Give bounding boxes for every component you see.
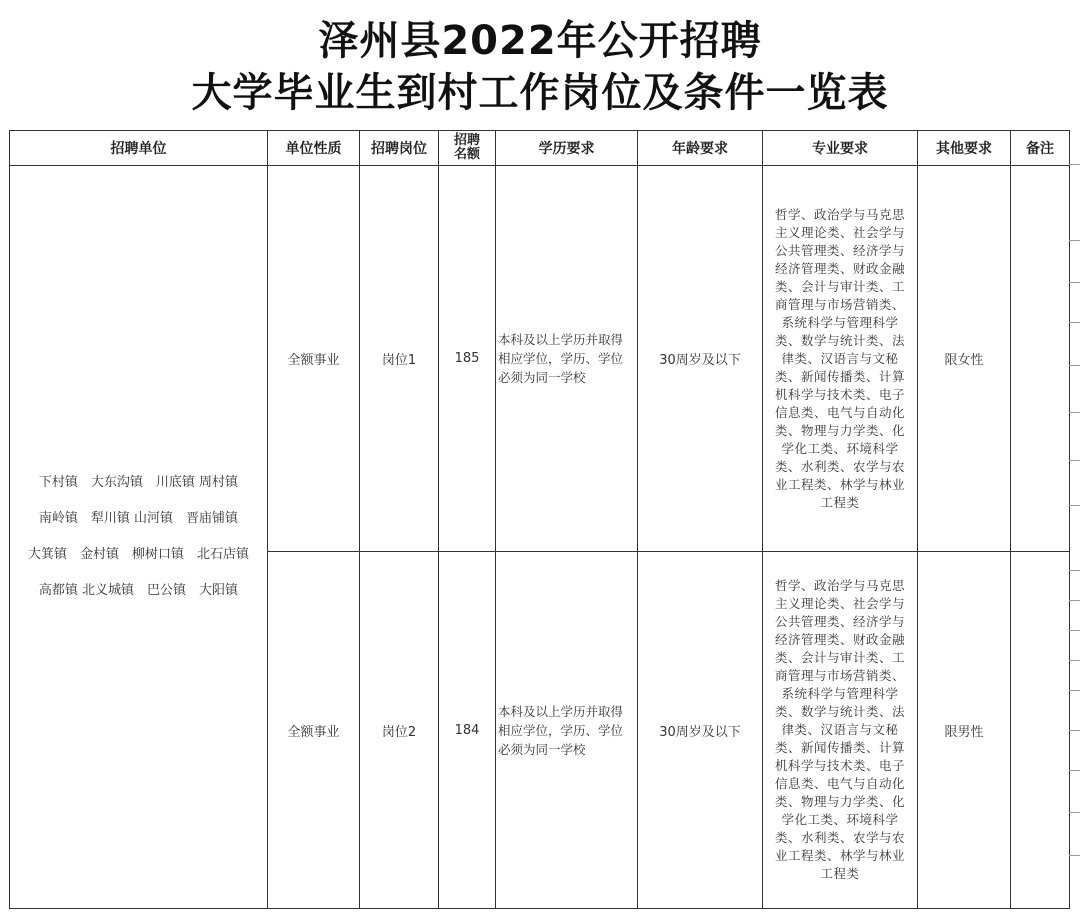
unit-cell bbox=[10, 166, 268, 909]
header-age: 年龄要求 bbox=[638, 131, 763, 166]
stub-line bbox=[1069, 770, 1080, 771]
stub-line bbox=[1069, 322, 1080, 323]
stub-line bbox=[1069, 240, 1080, 241]
other-cell: 限女性 bbox=[918, 166, 1011, 552]
unit-line: 南岭镇 犁川镇 山河镇 晋庙铺镇 bbox=[38, 511, 239, 526]
header-unit: 招聘单位 bbox=[10, 131, 268, 166]
position-cell: 岗位2 bbox=[360, 552, 439, 909]
header-count-line1: 招聘 bbox=[453, 133, 480, 148]
stub-line bbox=[1069, 600, 1080, 601]
age-cell: 30周岁及以下 bbox=[638, 166, 763, 552]
count-cell: 184 bbox=[439, 552, 496, 909]
page-title-line2: 大学毕业生到村工作岗位及条件一览表 bbox=[191, 70, 889, 116]
other-cell: 限男性 bbox=[918, 552, 1011, 909]
stub-line bbox=[1069, 855, 1080, 856]
stub-line bbox=[1069, 690, 1080, 691]
header-nature: 单位性质 bbox=[268, 131, 360, 166]
remark-cell bbox=[1011, 552, 1070, 909]
nature-cell: 全额事业 bbox=[268, 166, 360, 552]
unit-line: 大箕镇 金村镇 柳树口镇 北石店镇 bbox=[27, 547, 249, 562]
header-row bbox=[10, 131, 1070, 166]
position-cell: 岗位1 bbox=[360, 166, 439, 552]
major-cell: 哲学、政治学与马克思主义理论类、社会学与公共管理类、经济学与经济管理类、财政金融类、会计与审计类、工商管理与市场营销类、系统科学与管理科学类、数学与统计类、法律类、汉语言与文秘类、新闻传播类、计算机科学与技术类、电子信息类、电气与自动化类、物理与力学类、化学化工类、环境科学类、水利类、农学与农业工程类、林学与林业工程类 bbox=[763, 552, 918, 909]
header-remark: 备注 bbox=[1011, 131, 1070, 166]
stub-line bbox=[1069, 412, 1080, 413]
remark-cell bbox=[1011, 166, 1070, 552]
stub-line bbox=[1069, 812, 1080, 813]
stub-line bbox=[1069, 460, 1080, 461]
header-position: 招聘岗位 bbox=[360, 131, 439, 166]
header-major: 专业要求 bbox=[763, 131, 918, 166]
header-other: 其他要求 bbox=[918, 131, 1011, 166]
stub-line bbox=[1069, 730, 1080, 731]
stub-line bbox=[1069, 282, 1080, 283]
header-education: 学历要求 bbox=[496, 131, 638, 166]
major-cell: 哲学、政治学与马克思主义理论类、社会学与公共管理类、经济学与经济管理类、财政金融类、会计与审计类、工商管理与市场营销类、系统科学与管理科学类、数学与统计类、法律类、汉语言与文秘类、新闻传播类、计算机科学与技术类、电子信息类、电气与自动化类、物理与力学类、化学化工类、环境科学类、水利类、农学与农业工程类、林学与林业工程类 bbox=[763, 166, 918, 552]
recruitment-table bbox=[9, 130, 1070, 909]
education-cell: 本科及以上学历并取得相应学位，学历、学位必须为同一学校 bbox=[496, 552, 638, 909]
table-row bbox=[10, 166, 1070, 552]
stub-line bbox=[1069, 505, 1080, 506]
unit-line: 高都镇 北义城镇 巴公镇 大阳镇 bbox=[38, 583, 239, 598]
stub-line bbox=[1069, 365, 1080, 366]
nature-cell: 全额事业 bbox=[268, 552, 360, 909]
page-title-line1: 泽州县2022年公开招聘 bbox=[318, 18, 762, 64]
right-margin-stub bbox=[1069, 130, 1080, 908]
count-cell: 185 bbox=[439, 166, 496, 552]
header-count bbox=[439, 131, 496, 166]
stub-line bbox=[1069, 570, 1080, 571]
education-cell: 本科及以上学历并取得相应学位，学历、学位必须为同一学校 bbox=[496, 166, 638, 552]
stub-line bbox=[1069, 630, 1080, 631]
header-count-line2: 名额 bbox=[453, 147, 480, 162]
stub-line bbox=[1069, 660, 1080, 661]
unit-line: 下村镇 大东沟镇 川底镇 周村镇 bbox=[38, 475, 239, 490]
age-cell: 30周岁及以下 bbox=[638, 552, 763, 909]
stub-line bbox=[1069, 164, 1080, 165]
